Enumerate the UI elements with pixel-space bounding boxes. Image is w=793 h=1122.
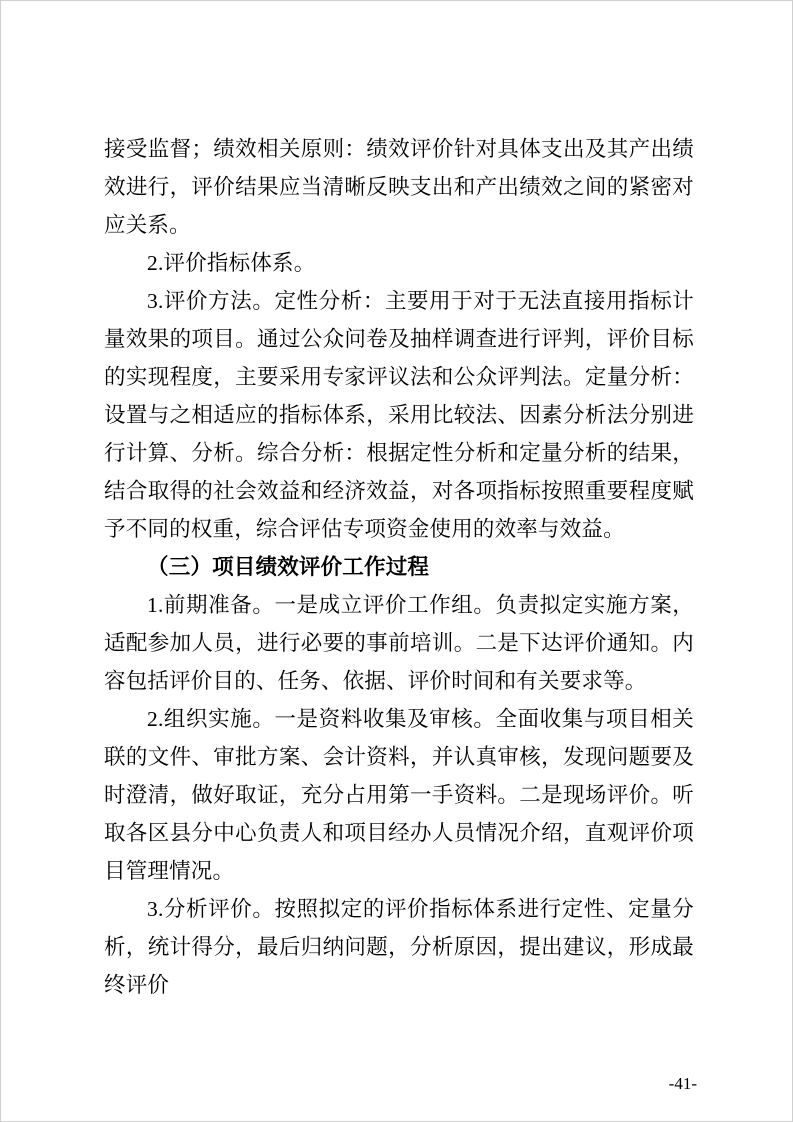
page-footer (0, 1074, 793, 1094)
section-heading: （三）项目绩效评价工作过程 (147, 555, 430, 579)
body-paragraph: 接受监督；绩效相关原则：绩效评价针对具体支出及其产出绩效进行，评价结果应当清晰反映支出和产出绩效之间的紧密对应关系。 (104, 137, 694, 237)
body-paragraph: 2.评价指标体系。 (147, 251, 316, 275)
page-number: -41- (668, 1074, 697, 1093)
body-paragraph: 3.分析评价。按照拟定的评价指标体系进行定性、定量分析，统计得分，最后归纳问题，分析原因，提出建议，形成最终评价 (104, 897, 694, 997)
page-body (104, 130, 694, 1004)
body-paragraph: 2.组织实施。一是资料收集及审核。全面收集与项目相关联的文件、审批方案、会计资料，并认真审核，发现问题要及时澄清，做好取证，充分占用第一手资料。二是现场评价。听取各区县分中心负责人和项目经办人员情况介绍，直观评价项目管理情况。 (104, 707, 694, 883)
body-paragraph: 1.前期准备。一是成立评价工作组。负责拟定实施方案，适配参加人员，进行必要的事前培训。二是下达评价通知。内容包括评价目的、任务、依据、评价时间和有关要求等。 (104, 593, 694, 693)
body-paragraph: 3.评价方法。定性分析：主要用于对于无法直接用指标计量效果的项目。通过公众问卷及抽样调查进行评判，评价目标的实现程度，主要采用专家评议法和公众评判法。定量分析：设置与之相适应的指标体系，采用比较法、因素分析法分别进行计算、分析。综合分析：根据定性分析和定量分析的结果，结合取得的社会效益和经济效益，对各项指标按照重要程度赋予不同的权重，综合评估专项资金使用的效率与效益。 (104, 289, 694, 541)
